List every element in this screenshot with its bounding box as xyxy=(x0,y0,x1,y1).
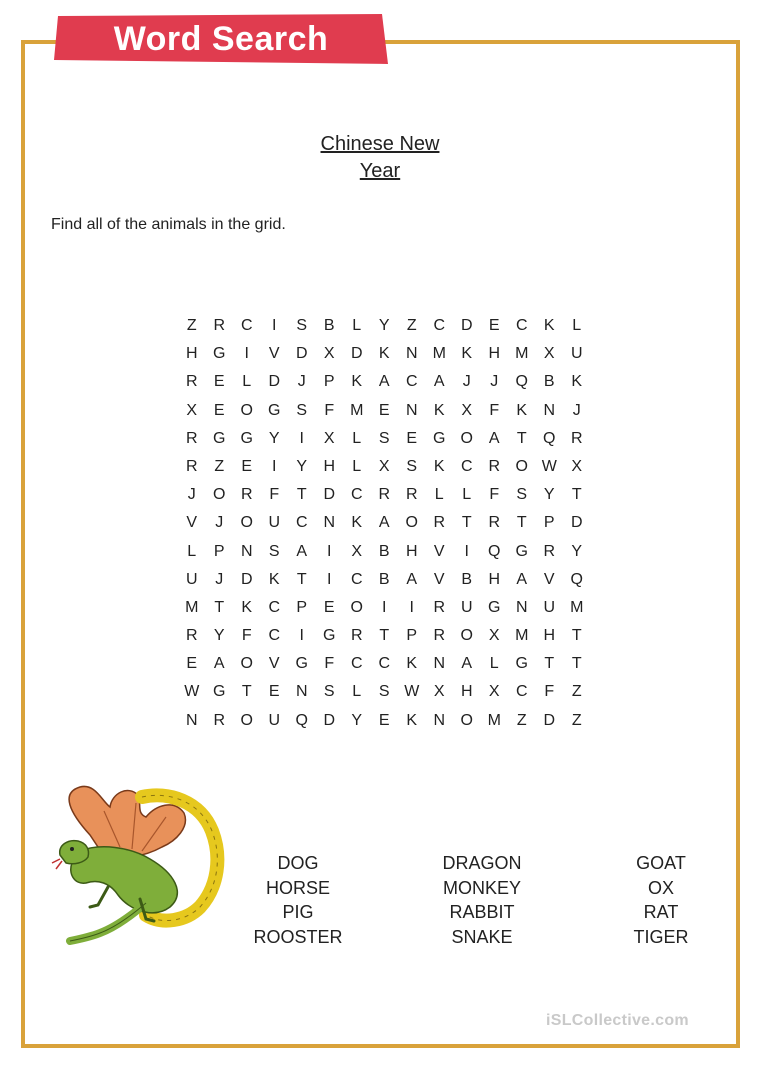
grid-letter: X xyxy=(571,457,583,475)
grid-letter: T xyxy=(214,598,225,616)
grid-letter: X xyxy=(323,345,335,363)
grid-letter: R xyxy=(185,627,198,645)
grid-letter: S xyxy=(516,486,528,504)
grid-letter: R xyxy=(543,542,556,560)
grid-letter: X xyxy=(351,542,363,560)
grid-letter: J xyxy=(462,373,471,391)
grid-letter: H xyxy=(543,627,556,645)
word-item: DOG xyxy=(277,853,319,873)
grid-letter: T xyxy=(571,655,582,673)
grid-letter: B xyxy=(461,570,473,588)
grid-letter: Y xyxy=(351,711,363,729)
grid-letter: C xyxy=(295,514,308,532)
grid-letter: C xyxy=(350,570,363,588)
grid-letter: C xyxy=(515,317,528,334)
grid-letter: A xyxy=(296,542,308,560)
grid-letter: N xyxy=(323,514,336,532)
grid-letter: X xyxy=(378,457,390,475)
grid-letter: W xyxy=(541,457,557,475)
grid-letter: O xyxy=(240,711,253,729)
grid-letter: L xyxy=(572,317,582,334)
grid-letter: J xyxy=(572,401,581,419)
grid-letter: N xyxy=(433,711,446,729)
grid-letter: E xyxy=(488,317,500,334)
grid-letter: Q xyxy=(515,373,528,391)
word-item: ROOSTER xyxy=(253,927,343,948)
grid-letter: L xyxy=(352,457,362,475)
grid-letter: O xyxy=(213,486,226,504)
grid-letter: G xyxy=(268,401,281,419)
grid-letter: R xyxy=(213,317,226,334)
grid-letter: P xyxy=(296,598,308,616)
grid-letter: K xyxy=(461,345,473,363)
grid-letter: I xyxy=(299,429,304,447)
grid-letter: K xyxy=(378,345,390,363)
grid-letter: S xyxy=(296,401,308,419)
dragon-illustration xyxy=(50,783,230,945)
grid-letter: Q xyxy=(543,429,556,447)
grid-letter: T xyxy=(571,627,582,645)
grid-letter: L xyxy=(489,655,499,673)
grid-letter: K xyxy=(543,317,555,334)
grid-letter: B xyxy=(378,542,390,560)
word-item: GOAT xyxy=(636,853,686,873)
grid-letter: Y xyxy=(268,429,280,447)
grid-letter: G xyxy=(295,655,308,673)
grid-letter: L xyxy=(462,486,472,504)
grid-letter: K xyxy=(571,373,583,391)
grid-letter: D xyxy=(350,345,363,363)
grid-letter: F xyxy=(241,627,252,645)
grid-letter: J xyxy=(215,570,224,588)
grid-letter: F xyxy=(544,683,555,701)
grid-letter: I xyxy=(244,345,249,363)
grid-letter: O xyxy=(350,598,363,616)
grid-letter: K xyxy=(406,655,418,673)
grid-letter: U xyxy=(543,598,556,616)
grid-letter: M xyxy=(515,627,529,645)
grid-letter: R xyxy=(378,486,391,504)
grid-letter: T xyxy=(379,627,390,645)
grid-letter: I xyxy=(382,598,387,616)
grid-letter: T xyxy=(571,486,582,504)
site-watermark: iSLCollective.com xyxy=(546,1012,689,1029)
word-item: TIGER xyxy=(633,927,689,948)
grid-letter: V xyxy=(268,655,280,673)
grid-letter: Z xyxy=(571,683,582,701)
grid-letter: Y xyxy=(296,457,308,475)
title-banner xyxy=(54,14,388,66)
grid-letter: N xyxy=(240,542,253,560)
grid-letter: X xyxy=(433,683,445,701)
grid-letter: R xyxy=(350,627,363,645)
grid-letter: Q xyxy=(570,570,583,588)
grid-letter: S xyxy=(378,429,390,447)
grid-letter: N xyxy=(515,598,528,616)
grid-letter: C xyxy=(240,317,253,334)
grid-letter: D xyxy=(295,345,308,363)
grid-letter: U xyxy=(185,570,198,588)
grid-letter: R xyxy=(433,627,446,645)
grid-letter: S xyxy=(268,542,280,560)
grid-letter: Z xyxy=(516,711,527,729)
grid-letter: V xyxy=(186,514,198,532)
grid-letter: L xyxy=(187,542,197,560)
grid-letter: D xyxy=(323,486,336,504)
grid-letter: X xyxy=(488,627,500,645)
grid-letter: A xyxy=(461,655,473,673)
grid-letter: K xyxy=(516,401,528,419)
grid-letter: Y xyxy=(543,486,555,504)
grid-letter: H xyxy=(488,345,501,363)
grid-letter: I xyxy=(272,457,277,475)
grid-letter: P xyxy=(323,373,335,391)
grid-letter: R xyxy=(213,711,226,729)
banner-title: Word Search xyxy=(113,20,329,58)
dragon-icon xyxy=(50,783,230,945)
grid-letter: J xyxy=(490,373,499,391)
grid-letter: M xyxy=(350,401,364,419)
grid-letter: G xyxy=(240,429,253,447)
grid-letter: L xyxy=(242,373,252,391)
grid-letter: D xyxy=(543,711,556,729)
grid-letter: R xyxy=(185,429,198,447)
grid-letter: Z xyxy=(186,317,197,334)
grid-letter: I xyxy=(327,570,332,588)
grid-letter: A xyxy=(378,373,390,391)
grid-letter: R xyxy=(185,457,198,475)
word-item: HORSE xyxy=(265,877,330,898)
word-item: SNAKE xyxy=(451,927,513,948)
grid-letter: R xyxy=(488,457,501,475)
grid-letter: V xyxy=(433,542,445,560)
grid-letter: C xyxy=(268,627,281,645)
grid-letter: Q xyxy=(295,711,308,729)
grid-letter: A xyxy=(213,655,225,673)
grid-letter: V xyxy=(543,570,555,588)
grid-letter: R xyxy=(433,514,446,532)
grid-letter: N xyxy=(433,655,446,673)
word-item: RAT xyxy=(643,902,679,923)
grid-letter: L xyxy=(352,317,362,334)
grid-letter: X xyxy=(461,401,473,419)
word-list-column-3 xyxy=(581,851,741,950)
grid-letter: A xyxy=(488,429,500,447)
grid-letter: K xyxy=(433,457,445,475)
grid-letter: T xyxy=(461,514,472,532)
grid-letter: R xyxy=(240,486,253,504)
word-item: DRAGON xyxy=(442,853,522,873)
grid-letter: X xyxy=(488,683,500,701)
grid-letter: G xyxy=(515,655,528,673)
grid-letter: S xyxy=(406,457,418,475)
grid-letter: O xyxy=(460,627,473,645)
grid-letter: E xyxy=(241,457,253,475)
grid-letter: R xyxy=(185,373,198,391)
grid-letter: N xyxy=(405,345,418,363)
grid-letter: A xyxy=(516,570,528,588)
grid-letter: M xyxy=(185,598,199,616)
grid-letter: X xyxy=(186,401,198,419)
grid-letter: D xyxy=(240,570,253,588)
grid-letter: N xyxy=(543,401,556,419)
grid-letter: U xyxy=(460,598,473,616)
grid-letter: R xyxy=(433,598,446,616)
grid-letter: Z xyxy=(214,457,225,475)
title-line-2: Year xyxy=(359,160,401,182)
grid-letter: H xyxy=(405,542,418,560)
grid-letter: C xyxy=(460,457,473,475)
grid-letter: X xyxy=(323,429,335,447)
grid-letter: J xyxy=(297,373,306,391)
grid-letter: C xyxy=(405,373,418,391)
grid-letter: K xyxy=(433,401,445,419)
grid-letter: D xyxy=(323,711,336,729)
grid-letter: O xyxy=(460,711,473,729)
grid-letter: W xyxy=(184,683,200,701)
grid-letter: K xyxy=(268,570,280,588)
grid-letter: I xyxy=(272,317,277,334)
grid-letter: B xyxy=(543,373,555,391)
grid-letter: I xyxy=(464,542,469,560)
grid-letter: B xyxy=(378,570,390,588)
grid-letter: B xyxy=(323,317,335,334)
grid-letter: C xyxy=(515,683,528,701)
grid-letter: D xyxy=(570,514,583,532)
grid-letter: M xyxy=(487,711,501,729)
grid-letter: K xyxy=(351,514,363,532)
grid-letter: H xyxy=(488,570,501,588)
grid-letter: Y xyxy=(571,542,583,560)
grid-letter: E xyxy=(378,401,390,419)
grid-letter: G xyxy=(488,598,501,616)
grid-letter: U xyxy=(570,345,583,363)
grid-letter: R xyxy=(570,429,583,447)
grid-letter: H xyxy=(185,345,198,363)
grid-letter: Z xyxy=(571,711,582,729)
grid-letter: G xyxy=(213,345,226,363)
grid-letter: N xyxy=(185,711,198,729)
word-item: OX xyxy=(647,877,674,898)
worksheet-title xyxy=(230,131,530,185)
grid-letter: T xyxy=(296,570,307,588)
grid-letter: T xyxy=(241,683,252,701)
grid-letter: J xyxy=(187,486,196,504)
grid-letter: L xyxy=(352,683,362,701)
grid-letter: M xyxy=(432,345,446,363)
grid-letter: C xyxy=(350,486,363,504)
grid-letter: E xyxy=(323,598,335,616)
grid-letter: Y xyxy=(213,627,225,645)
grid-letter: H xyxy=(460,683,473,701)
grid-letter: L xyxy=(352,429,362,447)
grid-letter: F xyxy=(489,401,500,419)
grid-letter: E xyxy=(213,401,225,419)
grid-letter: O xyxy=(240,655,253,673)
grid-letter: V xyxy=(268,345,280,363)
grid-letter: K xyxy=(351,373,363,391)
word-list-column-1 xyxy=(218,851,378,950)
grid-letter: T xyxy=(296,486,307,504)
letter-grid xyxy=(178,315,591,738)
grid-letter: O xyxy=(405,514,418,532)
instructions-text: Find all of the animals in the grid. xyxy=(51,216,286,233)
grid-letter: T xyxy=(516,514,527,532)
grid-letter: E xyxy=(268,683,280,701)
grid-letter: R xyxy=(405,486,418,504)
title-line-1: Chinese New xyxy=(320,133,440,155)
grid-letter: S xyxy=(323,683,335,701)
grid-letter: C xyxy=(350,655,363,673)
grid-letter: G xyxy=(323,627,336,645)
grid-letter: S xyxy=(296,317,308,334)
grid-letter: P xyxy=(406,627,418,645)
grid-letter: U xyxy=(268,711,281,729)
grid-letter: G xyxy=(213,683,226,701)
grid-letter: I xyxy=(409,598,414,616)
grid-letter: O xyxy=(515,457,528,475)
grid-letter: O xyxy=(240,514,253,532)
grid-letter: G xyxy=(515,542,528,560)
grid-letter: C xyxy=(433,317,446,334)
grid-letter: O xyxy=(240,401,253,419)
grid-letter: D xyxy=(268,373,281,391)
grid-letter: T xyxy=(544,655,555,673)
grid-letter: D xyxy=(460,317,473,334)
grid-letter: M xyxy=(570,598,584,616)
grid-letter: S xyxy=(378,683,390,701)
grid-letter: F xyxy=(489,486,500,504)
grid-letter: E xyxy=(213,373,225,391)
grid-letter: Z xyxy=(406,317,417,334)
grid-letter: N xyxy=(295,683,308,701)
word-item: PIG xyxy=(282,902,314,923)
grid-letter: T xyxy=(516,429,527,447)
grid-letter: F xyxy=(269,486,280,504)
grid-letter: X xyxy=(543,345,555,363)
grid-letter: P xyxy=(543,514,555,532)
grid-letter: V xyxy=(433,570,445,588)
grid-letter: A xyxy=(433,373,445,391)
grid-letter: K xyxy=(406,711,418,729)
word-list-column-2 xyxy=(402,851,562,950)
grid-letter: R xyxy=(488,514,501,532)
word-item: MONKEY xyxy=(442,877,521,898)
grid-letter: I xyxy=(327,542,332,560)
grid-letter: F xyxy=(324,401,335,419)
grid-letter: F xyxy=(324,655,335,673)
grid-letter: N xyxy=(405,401,418,419)
grid-letter: E xyxy=(406,429,418,447)
grid-letter: K xyxy=(241,598,253,616)
grid-letter: Q xyxy=(488,542,501,560)
word-item: RABBIT xyxy=(449,902,515,923)
grid-letter: C xyxy=(378,655,391,673)
grid-letter: A xyxy=(378,514,390,532)
grid-letter: G xyxy=(433,429,446,447)
grid-letter: G xyxy=(213,429,226,447)
grid-letter: C xyxy=(268,598,281,616)
grid-letter: P xyxy=(213,542,225,560)
grid-letter: E xyxy=(378,711,390,729)
grid-letter: L xyxy=(434,486,444,504)
grid-letter: O xyxy=(460,429,473,447)
grid-letter: J xyxy=(215,514,224,532)
grid-letter: Y xyxy=(378,317,390,334)
grid-letter: H xyxy=(323,457,336,475)
grid-letter: U xyxy=(268,514,281,532)
grid-letter: A xyxy=(406,570,418,588)
grid-letter: W xyxy=(404,683,420,701)
grid-letter: M xyxy=(515,345,529,363)
grid-letter: I xyxy=(299,627,304,645)
grid-letter: E xyxy=(186,655,198,673)
